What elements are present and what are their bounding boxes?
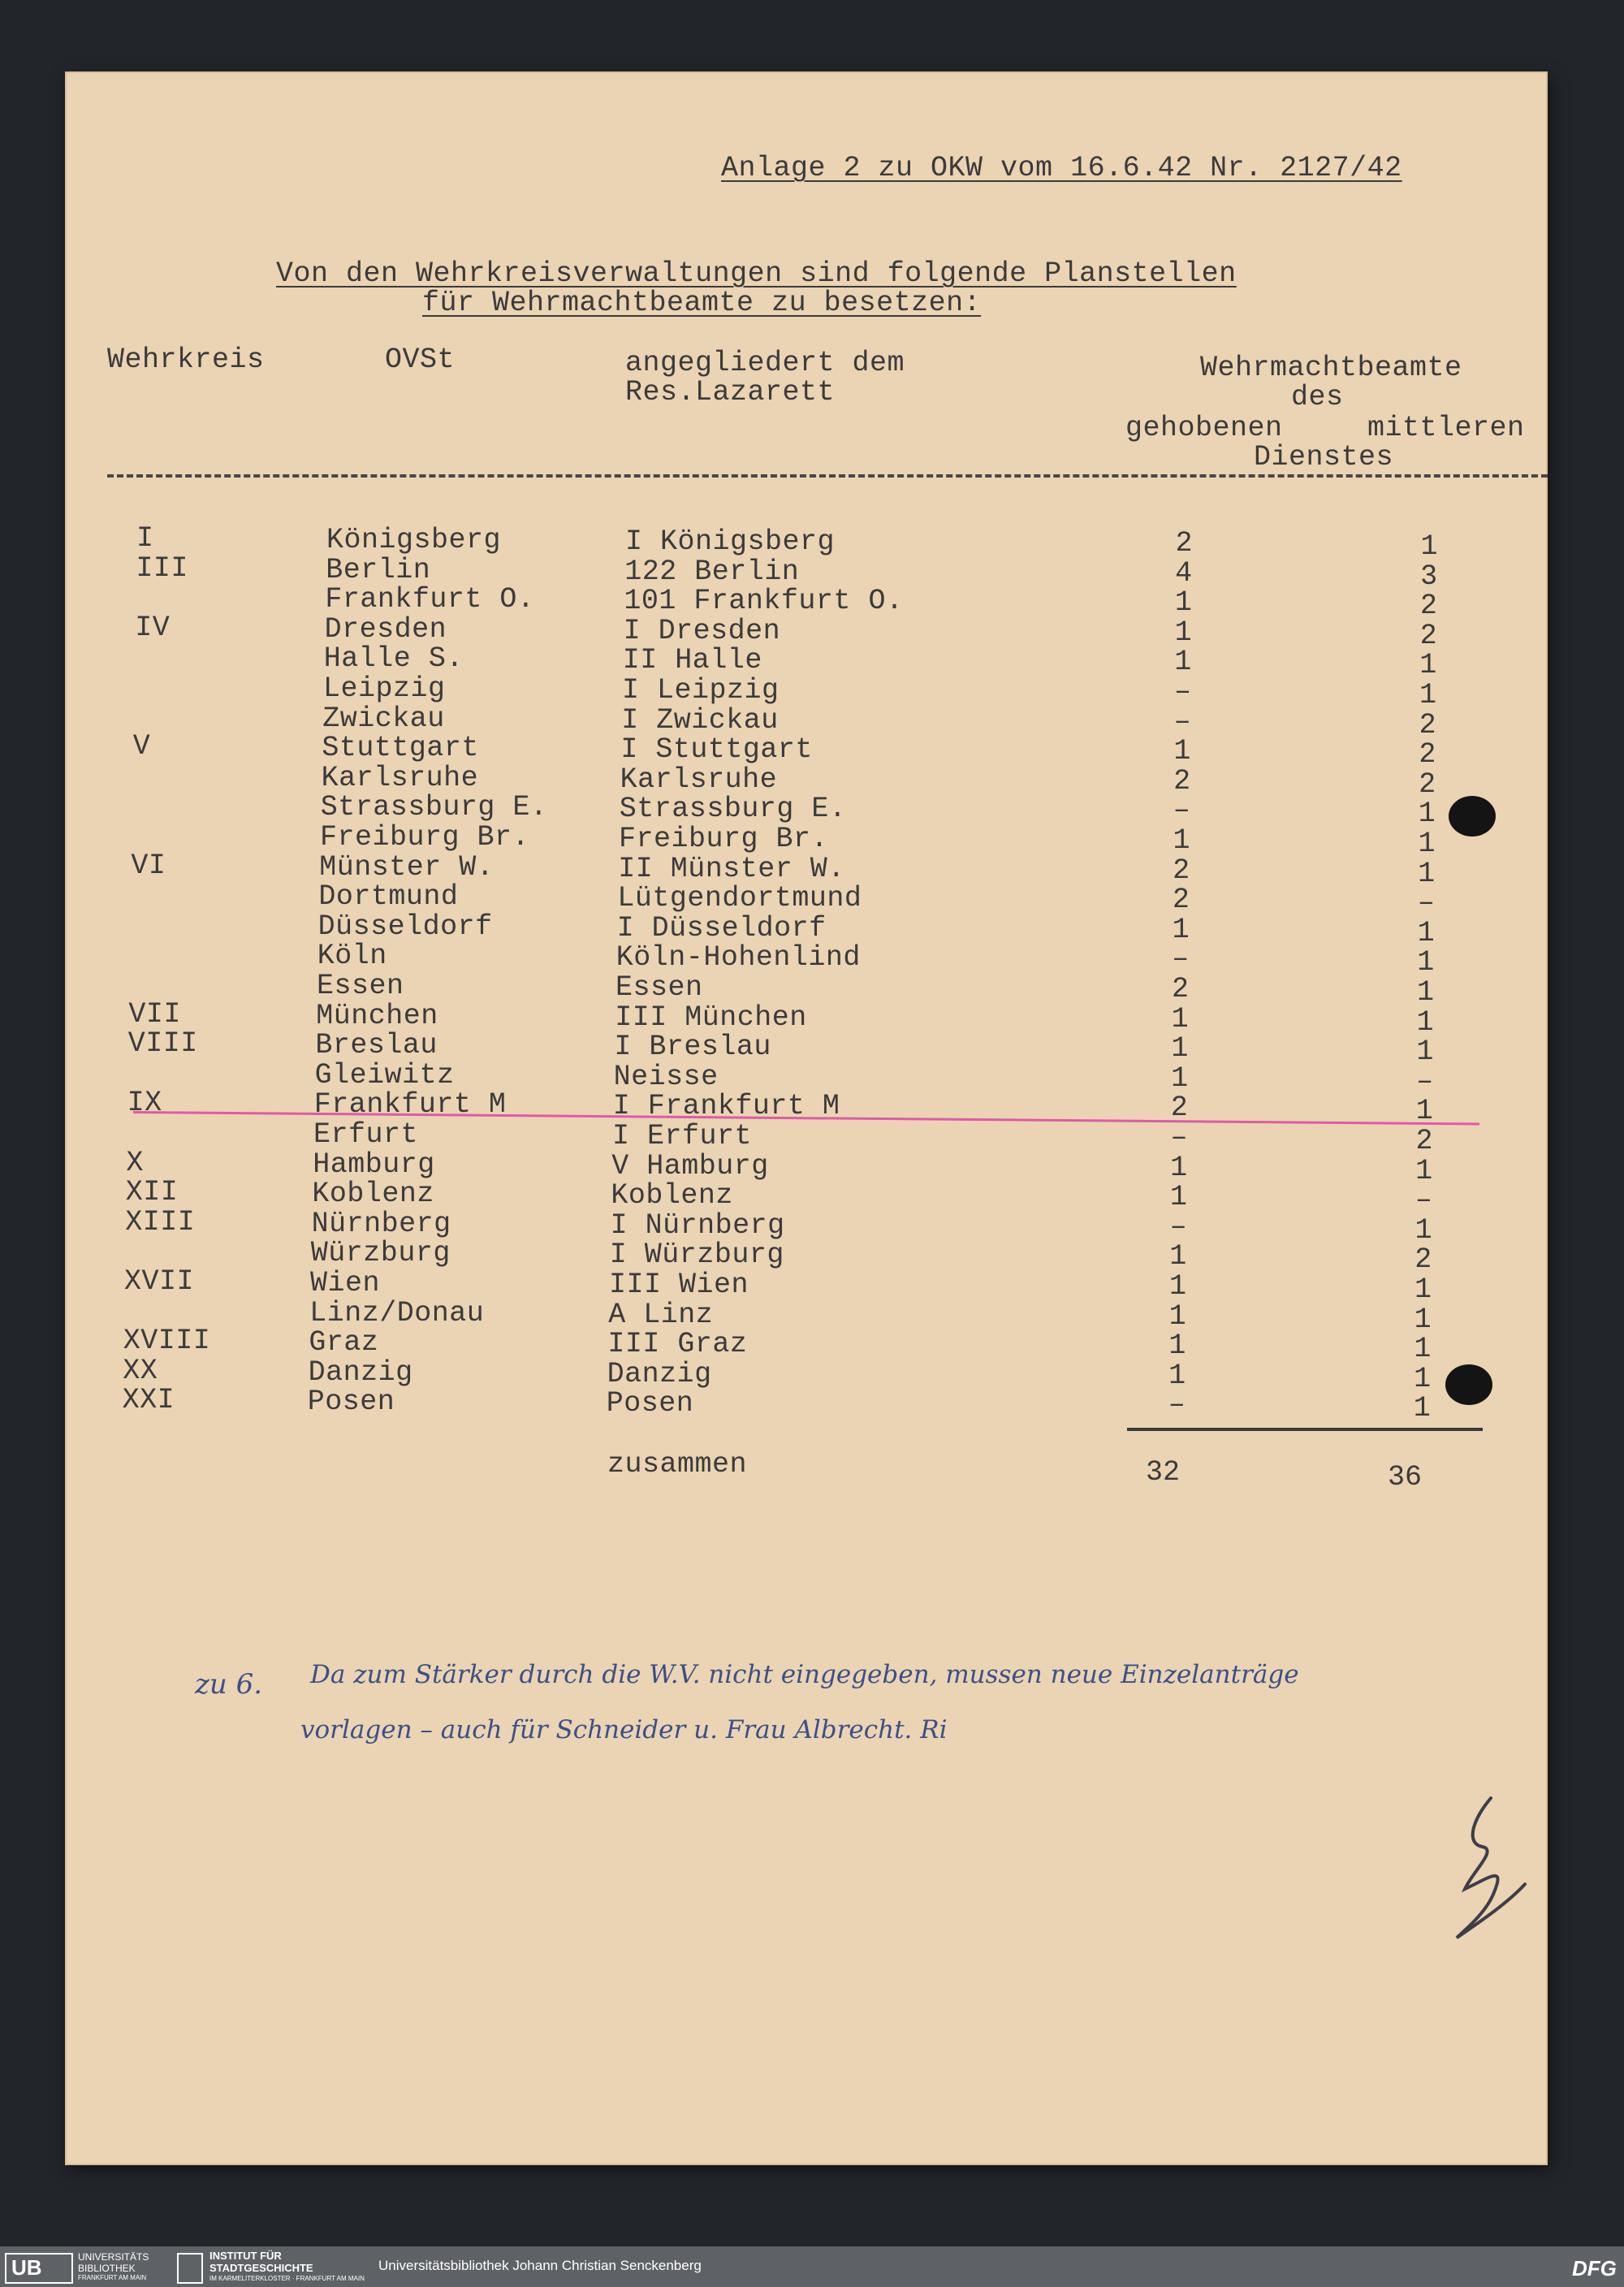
handwritten-ref: zu 6. [195,1668,263,1701]
row-ovst: Essen [317,970,404,1002]
row-wehrkreis: III [136,551,188,585]
row-gehobenen: 1 [1169,1181,1187,1214]
row-ovst: Düsseldorf [317,910,493,943]
row-lazarett: Posen [606,1387,694,1420]
row-ovst: Hamburg [313,1148,435,1181]
row-lazarett: Essen [615,971,703,1004]
row-mittleren: 1 [1417,946,1435,979]
row-mittleren: 2 [1415,1243,1432,1277]
header-rule [107,474,1548,478]
isg-logo-box [177,2253,203,2284]
row-ovst: Erfurt [313,1118,419,1151]
header-mittleren: mittleren [1367,412,1525,444]
row-gehobenen: – [1169,1210,1187,1243]
row-gehobenen: 4 [1175,556,1193,590]
row-gehobenen: 1 [1168,1359,1186,1392]
row-gehobenen: – [1173,705,1191,738]
row-ovst: Münster W. [319,850,495,884]
header-gehobenen: gehobenen [1125,412,1283,444]
row-wehrkreis: VII [128,997,181,1031]
row-lazarett: III Wien [609,1269,749,1301]
row-mittleren: 2 [1419,708,1436,741]
row-ovst: Freiburg Br. [320,821,530,854]
sum-rule [1127,1428,1483,1431]
row-mittleren: 1 [1415,1154,1433,1187]
isg-text-2: STADTGESCHICHTE [209,2262,313,2274]
isg-text-1: INSTITUT FÜR [209,2250,282,2262]
row-gehobenen: 2 [1170,1092,1188,1125]
row-ovst: Wien [310,1267,381,1299]
row-ovst: Nürnberg [311,1207,451,1240]
row-lazarett: I Breslau [614,1031,771,1064]
row-ovst: Koblenz [312,1178,434,1211]
dfg-logo: DFG [1572,2256,1617,2281]
row-lazarett: Neisse [613,1060,719,1093]
handwritten-note-line2: vorlagen – auch für Schneider u. Frau Albrecht. Ri [300,1715,948,1744]
row-gehobenen: – [1172,943,1190,976]
punch-hole-lower [1445,1364,1492,1405]
row-mittleren: – [1417,887,1435,920]
row-ovst: Linz/Donau [309,1296,485,1329]
row-lazarett: I Zwickau [621,703,779,737]
row-mittleren: 2 [1419,767,1436,801]
footer-bar [0,2246,1624,2287]
row-mittleren: 1 [1416,1005,1434,1039]
row-gehobenen: 1 [1171,1002,1189,1035]
row-mittleren: 1 [1418,857,1436,890]
row-wehrkreis: VIII [127,1027,198,1061]
row-mittleren: 1 [1420,530,1438,563]
ub-text-3: FRANKFURT AM MAIN [78,2274,147,2281]
row-mittleren: 3 [1420,560,1438,593]
row-ovst: Posen [307,1386,395,1419]
library-name: Universitätsbibliothek Johann Christian Senckenberg [378,2258,702,2273]
row-lazarett: I Nürnberg [610,1208,785,1242]
row-ovst: Stuttgart [322,732,479,765]
handwritten-note-line1: Da zum Stärker durch die W.V. nicht eingegeben, mussen neue Einzelanträge [310,1660,1299,1689]
row-lazarett: I Düsseldorf [616,911,827,945]
row-lazarett: II Halle [622,644,762,677]
row-ovst: Karlsruhe [321,761,479,794]
row-gehobenen: 1 [1174,646,1192,679]
ub-text-2: BIBLIOTHEK [78,2263,136,2274]
row-wehrkreis: XIII [125,1205,196,1239]
row-gehobenen: – [1170,1122,1188,1154]
row-gehobenen: 2 [1172,884,1190,917]
row-lazarett: III Graz [607,1328,748,1361]
row-ovst: Königsberg [326,524,502,556]
header-dienstes: Dienstes [1254,441,1394,473]
row-gehobenen: 2 [1175,527,1193,560]
row-lazarett: Freiburg Br. [619,823,829,855]
row-lazarett: V Hamburg [611,1149,769,1182]
row-wehrkreis: X [126,1146,144,1179]
total-mittleren: 36 [1387,1461,1422,1494]
row-mittleren: 1 [1415,1213,1432,1247]
row-wehrkreis: XII [125,1176,179,1209]
row-mittleren: 2 [1419,619,1437,652]
header-angegliedert-1: angegliedert dem [625,347,905,379]
row-mittleren: 1 [1418,828,1436,860]
row-gehobenen: 1 [1168,1299,1186,1333]
row-lazarett: Lütgendortmund [617,882,862,915]
row-lazarett: Koblenz [611,1179,733,1213]
row-ovst: Strassburg E. [320,791,548,824]
row-lazarett: Strassburg E. [619,793,847,826]
row-gehobenen: 1 [1168,1329,1186,1363]
row-ovst: Graz [309,1326,379,1360]
row-ovst: Köln [317,940,387,973]
row-mittleren: – [1415,1184,1432,1217]
header-des: des [1291,381,1344,413]
row-gehobenen: 1 [1171,1032,1189,1066]
row-gehobenen: 1 [1172,913,1190,946]
row-gehobenen: 1 [1169,1240,1187,1273]
total-gehobenen: 32 [1145,1456,1180,1489]
row-wehrkreis: XVII [124,1265,195,1298]
row-mittleren: 1 [1414,1303,1432,1336]
row-wehrkreis: I [136,522,154,555]
header-angegliedert-2: Res.Lazarett [625,376,836,409]
row-lazarett: A Linz [608,1298,714,1331]
row-wehrkreis: XXI [122,1384,175,1417]
row-mittleren: 1 [1419,679,1436,711]
row-mittleren: 1 [1416,1035,1434,1069]
row-lazarett: Danzig [607,1357,712,1390]
header-wehrmachtbeamte: Wehrmachtbeamte [1200,352,1462,384]
row-gehobenen: 1 [1174,616,1192,649]
row-ovst: München [316,999,438,1032]
row-wehrkreis: VI [131,849,166,882]
row-lazarett: Karlsruhe [620,763,778,796]
ub-logo: UB [11,2255,42,2280]
row-ovst: Würzburg [310,1237,451,1270]
row-ovst: Danzig [308,1355,413,1389]
row-lazarett: 122 Berlin [624,555,800,588]
row-mittleren: 1 [1414,1273,1432,1306]
header-ovst: OVSt [385,344,456,376]
row-lazarett: 101 Frankfurt O. [624,585,904,618]
row-mittleren: 1 [1414,1333,1432,1366]
row-ovst: Gleiwitz [314,1058,455,1092]
row-lazarett: I Frankfurt M [612,1090,840,1123]
handwritten-signature [1440,1787,1538,1949]
row-mittleren: 1 [1418,798,1436,831]
row-wehrkreis: XX [123,1354,158,1387]
row-gehobenen: 2 [1173,854,1190,887]
row-lazarett: Köln-Hohenlind [615,941,861,975]
row-gehobenen: 1 [1171,1061,1189,1095]
row-ovst: Frankfurt O. [325,583,535,616]
row-lazarett: I Leipzig [622,674,780,707]
row-ovst: Breslau [315,1029,438,1062]
row-gehobenen: 2 [1173,764,1191,798]
row-mittleren: 1 [1414,1362,1432,1395]
row-lazarett: II Münster W. [618,852,845,885]
row-lazarett: I Stuttgart [620,733,813,767]
header-wehrkreis: Wehrkreis [107,344,265,376]
row-wehrkreis: IX [127,1087,162,1120]
row-gehobenen: 1 [1170,1151,1188,1184]
row-ovst: Berlin [326,553,431,586]
row-mittleren: 1 [1415,1095,1433,1128]
row-mittleren: 1 [1419,649,1437,682]
row-mittleren: 2 [1419,590,1437,623]
row-ovst: Dortmund [318,880,459,914]
row-mittleren: 1 [1417,916,1435,949]
row-gehobenen: 1 [1173,824,1190,857]
row-ovst: Zwickau [322,702,445,735]
document-title-line1: Von den Wehrkreisverwaltungen sind folgende Planstellen [276,257,1237,290]
row-mittleren: 1 [1416,976,1434,1009]
ub-text-1: UNIVERSITÄTS [78,2251,149,2263]
row-gehobenen: – [1173,794,1190,828]
row-lazarett: III München [615,1001,807,1034]
row-wehrkreis: XVIII [123,1325,211,1358]
document-reference: Anlage 2 zu OKW vom 16.6.42 Nr. 2127/42 [721,152,1402,184]
row-gehobenen: 2 [1171,973,1189,1005]
row-ovst: Halle S. [323,642,464,676]
row-gehobenen: 1 [1173,735,1191,768]
row-ovst: Dresden [324,612,447,646]
row-mittleren: 1 [1413,1392,1431,1425]
row-gehobenen: – [1168,1389,1186,1422]
punch-hole-upper [1449,796,1496,837]
document-title-line2: für Wehrmachtbeamte zu besetzen: [422,287,982,319]
row-lazarett: I Königsberg [625,525,836,558]
row-gehobenen: 1 [1174,586,1192,620]
row-wehrkreis: V [132,730,151,763]
row-gehobenen: 1 [1168,1270,1186,1303]
total-label: zusammen [607,1448,748,1481]
row-lazarett: I Erfurt [612,1120,753,1152]
row-gehobenen: – [1173,676,1191,708]
row-mittleren: 2 [1415,1125,1433,1157]
isg-text-3: IM KARMELITERKLOSTER · FRANKFURT AM MAIN [209,2275,365,2282]
row-lazarett: I Würzburg [609,1239,784,1272]
row-ovst: Leipzig [323,672,446,705]
row-lazarett: I Dresden [623,614,781,647]
row-mittleren: 2 [1419,738,1436,772]
row-ovst: Frankfurt M [313,1088,507,1122]
row-mittleren: – [1416,1065,1434,1098]
row-wehrkreis: IV [135,611,171,644]
